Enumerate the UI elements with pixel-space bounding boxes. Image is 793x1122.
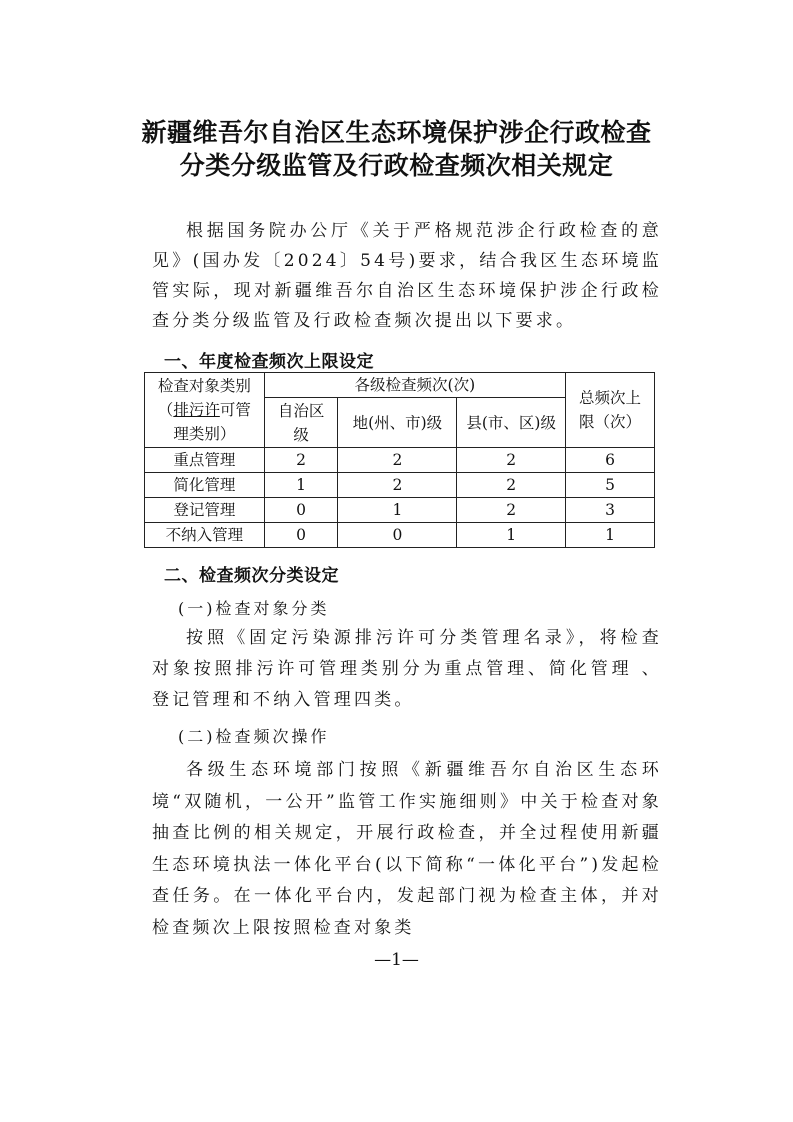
row-value: 0 xyxy=(264,523,338,548)
header-level-group: 各级检查频次(次) xyxy=(264,373,565,398)
row-value: 2 xyxy=(457,498,566,523)
header-level-region: 自治区级 xyxy=(264,398,338,448)
row-total: 6 xyxy=(566,448,655,473)
header-category-line-3: 理类别） xyxy=(173,425,236,443)
intro-paragraph: 根据国务院办公厅《关于严格规范涉企行政检查的意见》(国办发〔2024〕54号)要求，结合我区生态环境监管实际，现对新疆维吾尔自治区生态环境保护涉企行政检查分类分级监管及行政检查频次提出以下要求。 xyxy=(152,221,662,331)
row-value: 2 xyxy=(338,448,457,473)
header-total: 总频次上限（次） xyxy=(566,373,655,448)
section-2-heading: 二、检查频次分类设定 xyxy=(164,566,339,586)
row-value: 2 xyxy=(457,473,566,498)
row-value: 0 xyxy=(264,498,338,523)
row-value: 2 xyxy=(457,448,566,473)
row-category: 重点管理 xyxy=(145,448,265,473)
header-level-prefecture: 地(州、市)级 xyxy=(338,398,457,448)
row-value: 1 xyxy=(457,523,566,548)
table-row xyxy=(145,523,655,548)
row-category: 登记管理 xyxy=(145,498,265,523)
subsection-1-heading: (一)检查对象分类 xyxy=(178,599,330,618)
document-title-line-2: 分类分级监管及行政检查频次相关规定 xyxy=(179,151,614,180)
row-value: 1 xyxy=(264,473,338,498)
header-suffix: 可管 xyxy=(219,401,251,419)
row-value: 0 xyxy=(338,523,457,548)
header-category-line-1: 检查对象类别 xyxy=(157,377,251,395)
page-number: —1— xyxy=(374,950,419,970)
frequency-limit-table xyxy=(144,372,655,548)
row-value: 1 xyxy=(338,498,457,523)
table-row xyxy=(145,498,655,523)
header-level-county: 县(市、区)级 xyxy=(457,398,566,448)
table-row xyxy=(145,473,655,498)
subsection-1-paragraph: 按照《固定污染源排污许可分类管理名录》，将检查对象按照排污许可管理类别分为重点管理、简化管理 、登记管理和不纳入管理四类。 xyxy=(152,628,662,710)
row-total: 3 xyxy=(566,498,655,523)
paren-open: （ xyxy=(157,401,174,419)
row-value: 2 xyxy=(338,473,457,498)
header-category-line-2 xyxy=(145,398,264,422)
table-row xyxy=(145,448,655,473)
row-total: 5 xyxy=(566,473,655,498)
subsection-2-paragraph: 各级生态环境部门按照《新疆维吾尔自治区生态环境“双随机，一公开”监管工作实施细则》中关于检查对象抽查比例的相关规定，开展行政检查，并全过程使用新疆生态环境执法一体化平台(以下简称“一体化平台”)发起检查任务。在一体化平台内，发起部门视为检查主体，并对检查频次上限按照检查对象类 xyxy=(152,760,662,938)
row-value: 2 xyxy=(264,448,338,473)
subsection-2-heading: (二)检查频次操作 xyxy=(178,727,330,746)
header-category xyxy=(145,373,265,448)
row-category: 不纳入管理 xyxy=(145,523,265,548)
row-total: 1 xyxy=(566,523,655,548)
section-1-heading: 一、年度检查频次上限设定 xyxy=(164,352,374,372)
underlined-term: 排污许 xyxy=(173,401,220,419)
document-title-line-1: 新疆维吾尔自治区生态环境保护涉企行政检查 xyxy=(141,118,652,147)
row-category: 简化管理 xyxy=(145,473,265,498)
